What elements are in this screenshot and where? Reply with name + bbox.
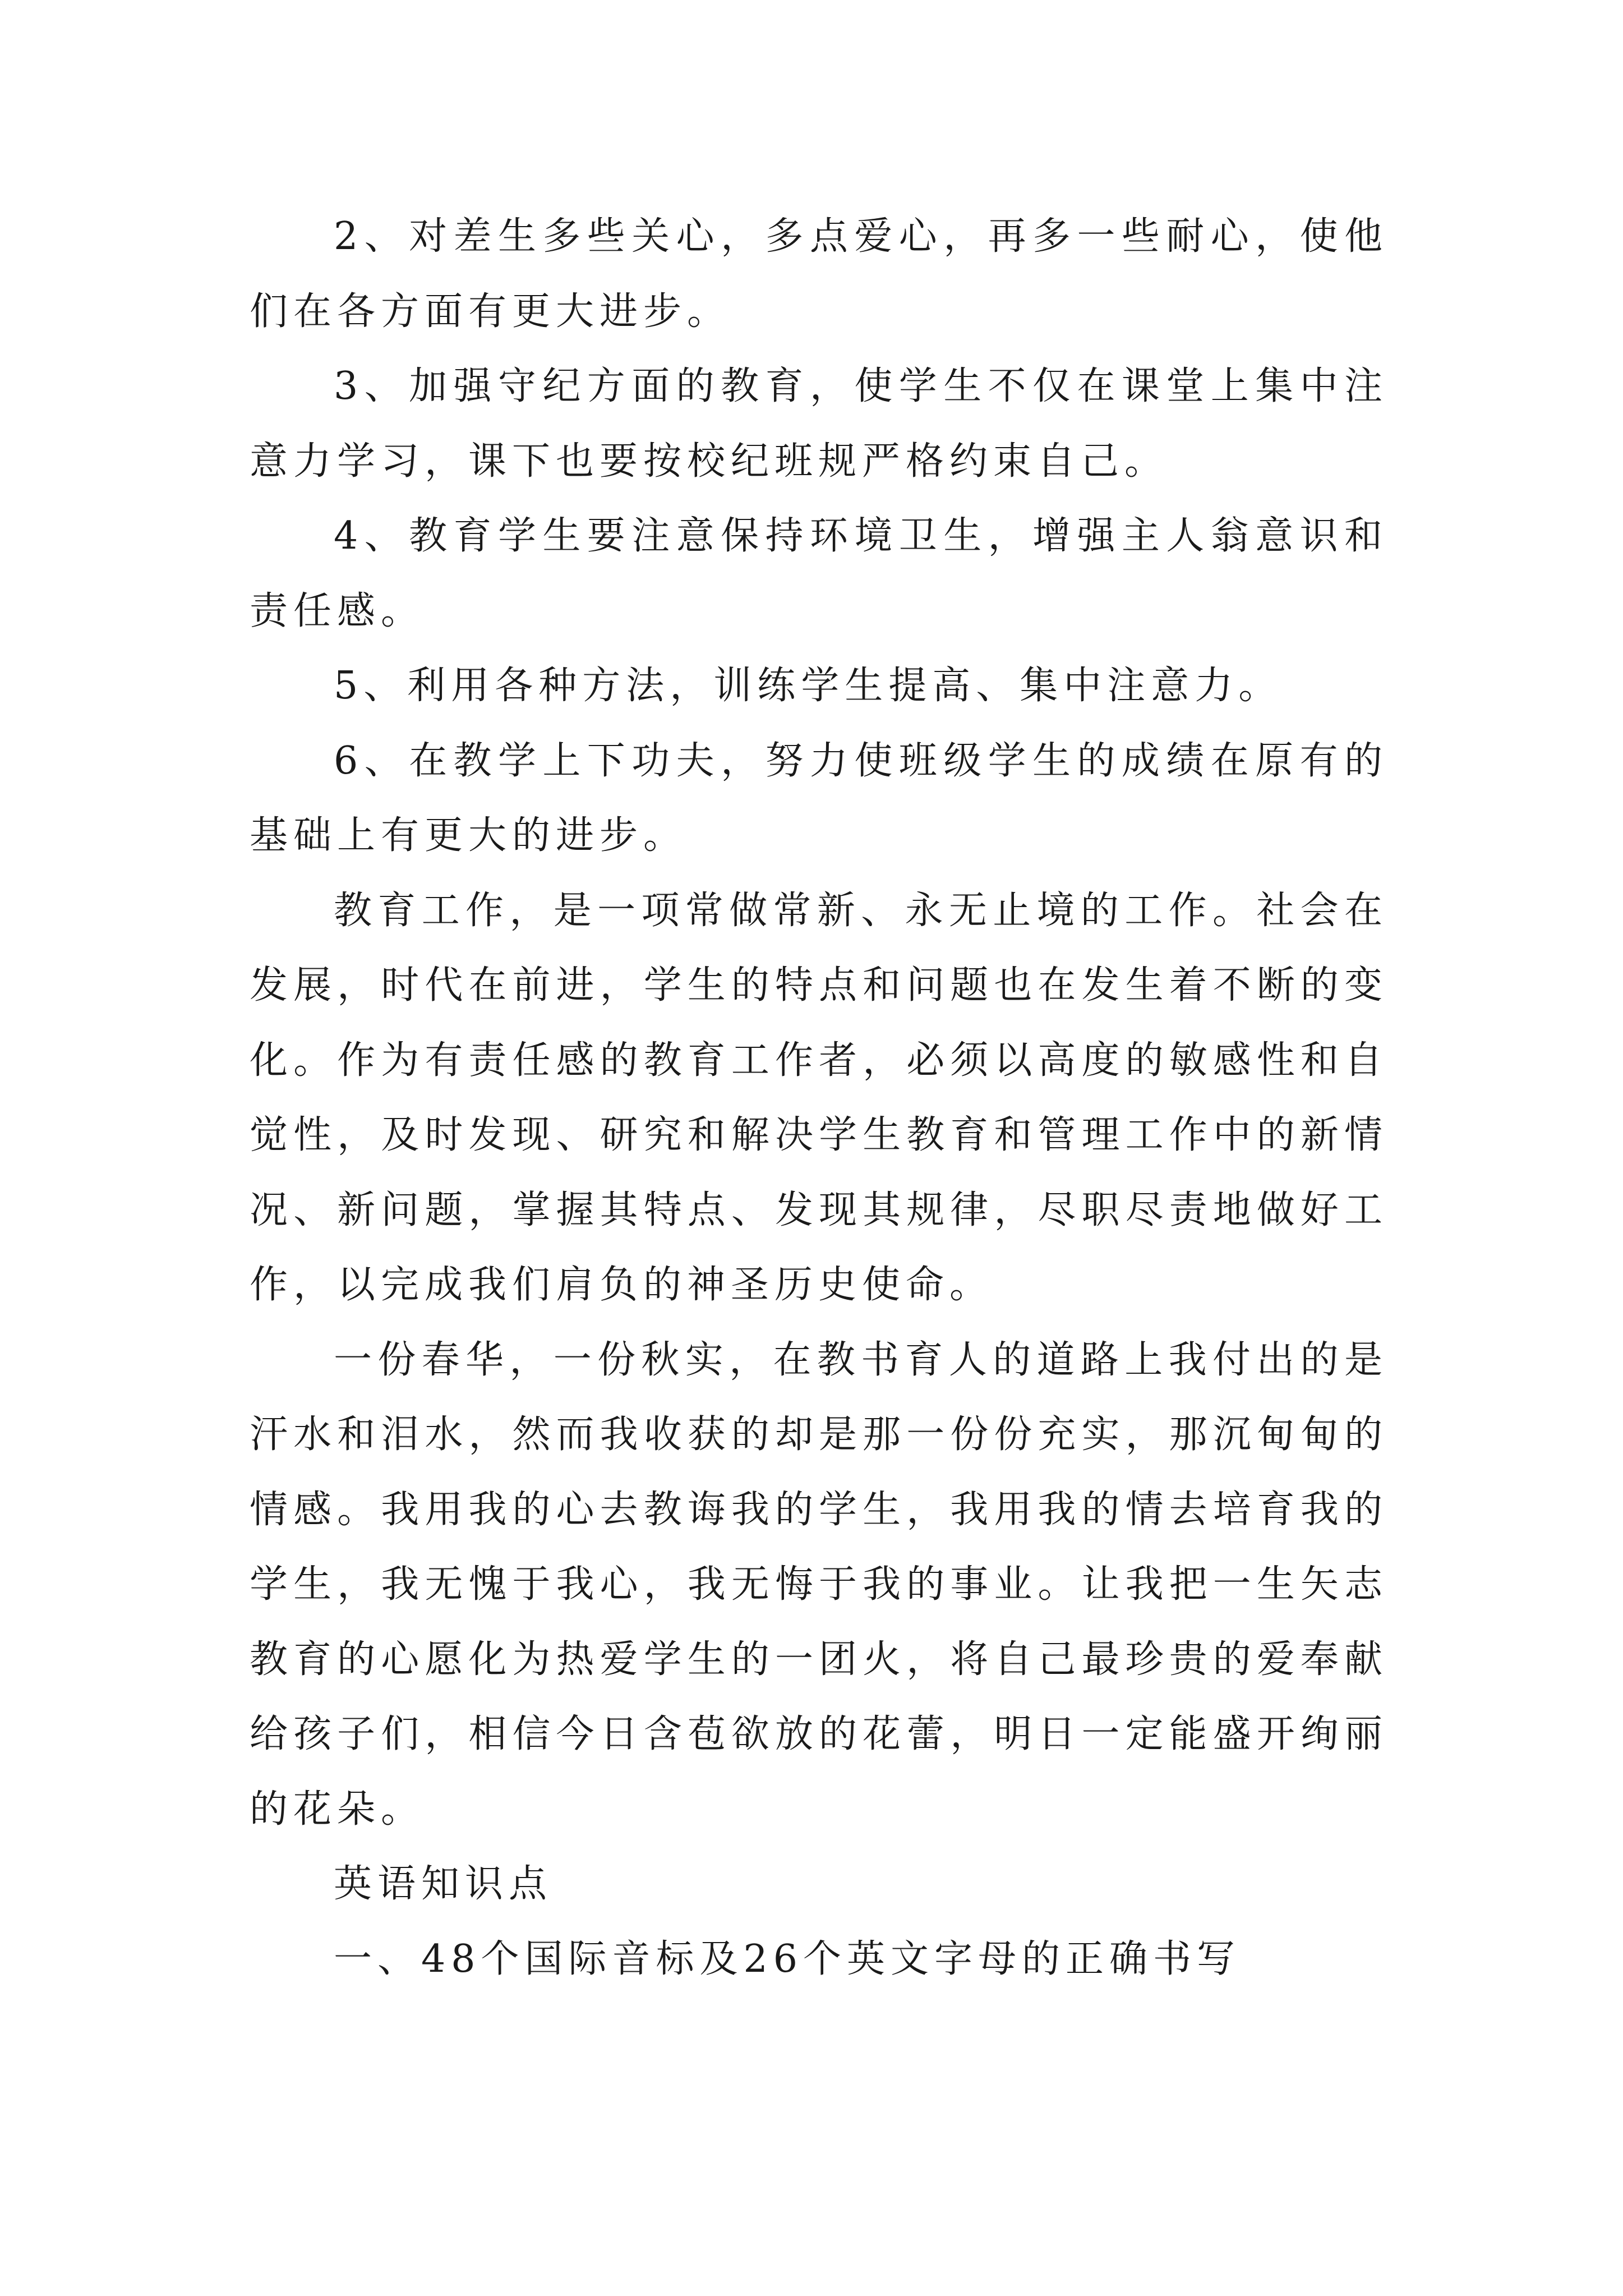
paragraph-item-2: 2、对差生多些关心，多点爱心，再多一些耐心，使他们在各方面有更大进步。 bbox=[250, 214, 1388, 334]
section-heading-english: 英语知识点 bbox=[334, 1862, 553, 1906]
paragraph-item-4: 4、教育学生要注意保持环境卫生，增强主人翁意识和责任感。 bbox=[250, 514, 1388, 633]
paragraph-item-3: 3、加强守纪方面的教育，使学生不仅在课堂上集中注意力学习，课下也要按校纪班规严格约束自己。 bbox=[250, 364, 1388, 484]
paragraph-item-5: 5、利用各种方法，训练学生提高、集中注意力。 bbox=[334, 664, 1283, 708]
paragraph-reflection: 一份春华，一份秋实，在教书育人的道路上我付出的是汗水和泪水，然而我收获的却是那一份份充实，那沉甸甸的情感。我用我的心去教诲我的学生，我用我的情去培育我的学生，我无愧于我心，我无悔于我的事业。让我把一生矢志教育的心愿化为热爱学生的一团火，将自己最珍贵的爱奉献给孩子们，相信今日含苞欲放的花蕾，明日一定能盛开绚丽的花朵。 bbox=[250, 1337, 1388, 1832]
paragraph-item-6: 6、在教学上下功夫，努力使班级学生的成绩在原有的基础上有更大的进步。 bbox=[250, 738, 1388, 858]
document-body bbox=[250, 199, 1388, 1996]
paragraph-education-work: 教育工作，是一项常做常新、永无止境的工作。社会在发展，时代在前进，学生的特点和问题也在发生着不断的变化。作为有责任感的教育工作者，必须以高度的敏感性和自觉性，及时发现、研究和解决学生教育和管理工作中的新情况、新问题，掌握其特点、发现其规律，尽职尽责地做好工作，以完成我们肩负的神圣历史使命。 bbox=[250, 888, 1388, 1307]
section-item-phonetics: 一、48个国际音标及26个英文字母的正确书写 bbox=[334, 1936, 1241, 1981]
